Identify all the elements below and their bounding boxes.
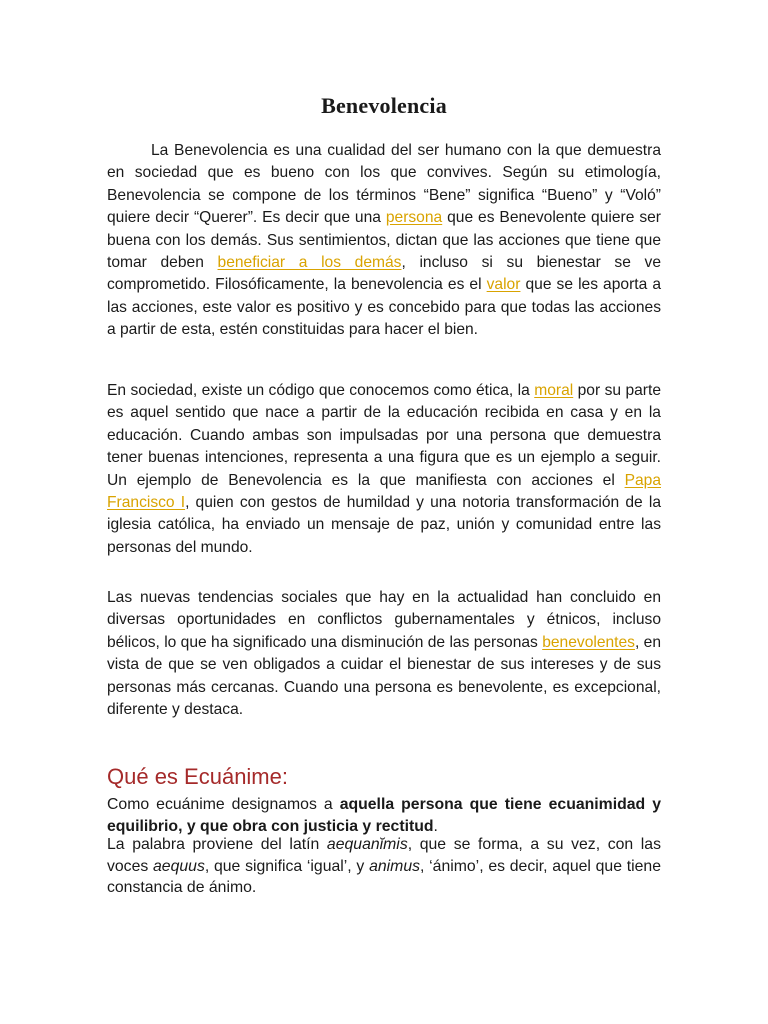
- link-valor[interactable]: valor: [486, 276, 521, 294]
- bold-definition: aquella persona que tiene ecuanimidad y equilibrio, y que obra con justicia y rectitud: [107, 796, 661, 835]
- text-run: , incluso si su bienestar se ve comprometido. Filosóficamente, la benevolencia es el: [107, 254, 662, 294]
- paragraph-ecuanime-definition: [107, 794, 661, 837]
- link-moral[interactable]: moral: [534, 382, 574, 399]
- text-run: Las nuevas tendencias sociales que hay en la actualidad han concluido en diversas oportunidades en conflictos gubernamentales y étnicos, incluso bélicos, lo que ha significado una disminución de las personas: [107, 589, 661, 651]
- text-run: Como ecuánime designamos a: [107, 796, 340, 813]
- latin-term-aequanimis: aequanĭmis: [326, 836, 408, 853]
- section-heading-ecuanime: Qué es Ecuánime:: [107, 764, 288, 789]
- text-run: , en vista de que se ven obligados a cuidar el bienestar de sus intereses y de sus personas más cercanas. Cuando una persona es benevolente, es excepcional, diferente y destaca.: [107, 633, 661, 719]
- paragraph-benevolencia-definition: [107, 140, 661, 342]
- text-run: por su parte es aquel sentido que nace a partir de la educación recibida en casa y en la educación. Cuando ambas son impulsadas por una persona que demuestra tener buenas intenciones, representa a una figura que es un ejemplo a seguir. Un ejemplo de Benevolencia es la que manifiesta con acciones el: [107, 382, 661, 489]
- link-beneficiar-a-los-demas[interactable]: beneficiar a los demás: [217, 254, 402, 272]
- text-run: .: [433, 817, 438, 835]
- text-run: , que significa ‘igual’, y: [204, 857, 370, 875]
- document-title: Benevolencia: [321, 93, 447, 118]
- latin-term-animus: animus: [369, 857, 421, 875]
- text-run: que es Benevolente quiere ser buena con los demás. Sus sentimientos, dictan que las acciones que tiene que tomar deben: [107, 209, 661, 272]
- text-run: , quien con gestos de humildad y una notoria transformación de la iglesia católica, ha enviado un mensaje de paz, unión y comunidad entre las personas del mundo.: [107, 494, 661, 556]
- text-run: que se les aporta a las acciones, este valor es positivo y es concebido para que todas las acciones a partir de esta, estén constituidas para hacer el bien.: [107, 276, 661, 339]
- link-persona[interactable]: persona: [385, 209, 443, 227]
- text-run: La Benevolencia es una cualidad del ser humano con la que demuestra en sociedad que es bueno con los que convives. Según su etimología, Benevolencia se compone de los términos “Bene” significa “Bueno” y “Voló” quiere decir “Querer”. Es decir que una: [107, 142, 661, 227]
- paragraph-tendencias-sociales: [107, 587, 661, 721]
- link-papa-francisco[interactable]: Papa Francisco I: [107, 471, 661, 512]
- text-run: En sociedad, existe un código que conocemos como ética, la: [107, 382, 535, 399]
- latin-term-aequus: aequus: [153, 857, 205, 875]
- text-run: La palabra proviene del latín: [107, 836, 327, 853]
- paragraph-ecuanime-etymology: [107, 834, 661, 899]
- text-run: , ‘ánimo’, es decir, aquel que tiene constancia de ánimo.: [107, 857, 662, 897]
- text-run: , que se forma, a su vez, con las voces: [107, 836, 661, 875]
- link-benevolentes[interactable]: benevolentes: [542, 633, 635, 651]
- paragraph-etica-moral: [107, 380, 661, 559]
